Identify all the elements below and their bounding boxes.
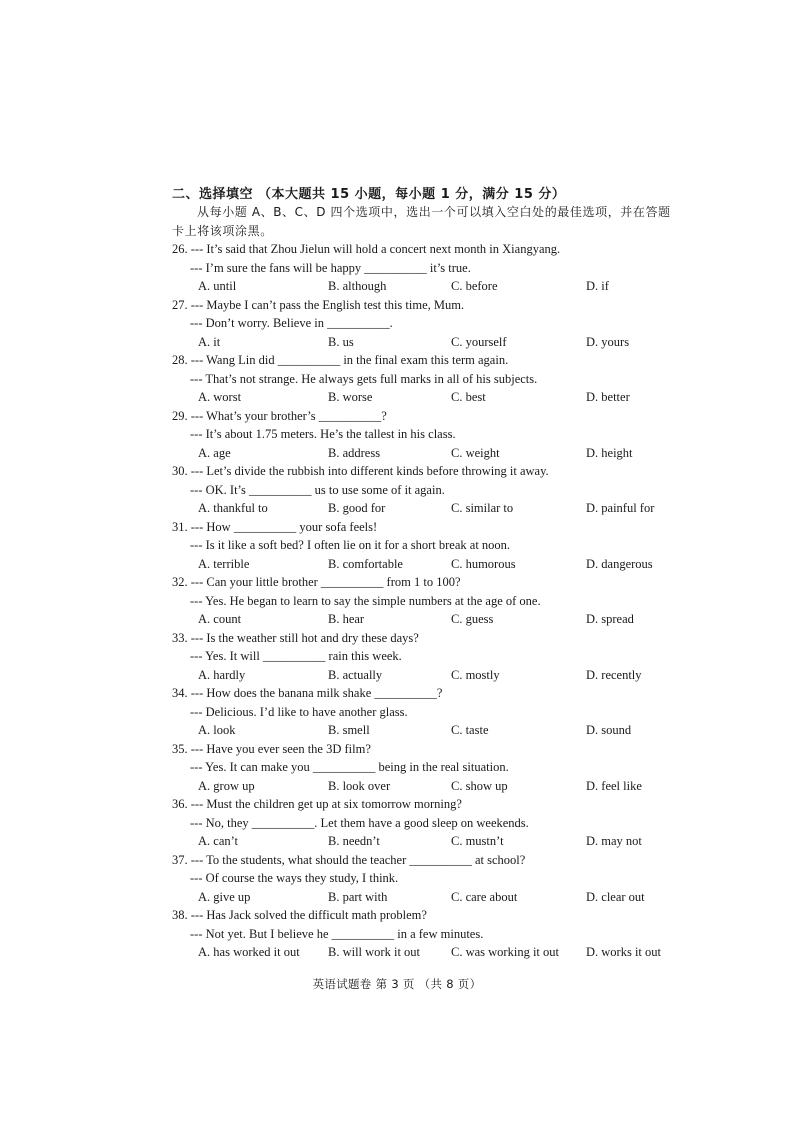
answer-option-d: D. height <box>586 445 633 460</box>
answer-option-b: B. although <box>328 279 387 293</box>
answer-option-b: B. good for <box>328 501 386 515</box>
question-prompt: 30. --- Let’s divide the rubbish into different kinds before throwing it away. <box>172 464 549 478</box>
answer-option-d: D. if <box>586 279 609 293</box>
question-prompt: 33. --- Is the weather still hot and dry these days? <box>172 630 419 645</box>
section-instructions <box>172 203 692 241</box>
question-prompt: 28. --- Wang Lin did __________ in the final exam this term again. <box>172 353 509 367</box>
instruction-line-1: 从每小题 A、B、C、D 四个选项中，选出一个可以填入空白处的最佳选项，并在答题 <box>197 205 671 219</box>
answer-option-c: C. best <box>451 390 486 404</box>
answer-option-b: B. hear <box>328 612 365 626</box>
question-prompt: 36. --- Must the children get up at six tomorrow morning? <box>172 797 462 811</box>
answer-option-d: D. yours <box>586 334 630 349</box>
question-response: --- Is it like a soft bed? I often lie on it for a short break at noon. <box>190 538 511 552</box>
question-prompt: 29. --- What’s your brother’s __________? <box>172 408 387 423</box>
answer-option-d: D. works it out <box>586 945 661 959</box>
answer-option-a: A. count <box>198 612 242 626</box>
answer-option-a: A. has worked it out <box>198 945 300 959</box>
answer-option-d: D. painful for <box>586 501 655 515</box>
answer-option-d: D. spread <box>586 612 634 626</box>
answer-option-d: D. sound <box>586 723 632 737</box>
answer-option-b: B. comfortable <box>328 556 403 571</box>
answer-option-b: B. look over <box>328 778 391 793</box>
answer-option-c: C. humorous <box>451 556 516 571</box>
answer-option-a: A. thankful to <box>198 501 268 515</box>
question-response: --- It’s about 1.75 meters. He’s the tallest in his class. <box>190 427 456 441</box>
answer-option-a: A. worst <box>198 390 242 404</box>
question-response: --- No, they __________. Let them have a good sleep on weekends. <box>190 815 529 830</box>
section-title: 二、选择填空 （本大题共 15 小题，每小题 1 分，满分 15 分） <box>172 187 566 202</box>
answer-option-a: A. look <box>198 723 236 737</box>
answer-option-c: C. yourself <box>451 334 507 349</box>
question-prompt: 34. --- How does the banana milk shake __________? <box>172 686 443 700</box>
question-response: --- Of course the ways they study, I think. <box>190 871 399 885</box>
answer-option-c: C. weight <box>451 445 500 460</box>
answer-option-c: C. similar to <box>451 501 514 515</box>
answer-option-b: B. part with <box>328 889 388 904</box>
question-response: --- OK. It’s __________ us to use some of it again. <box>190 482 445 497</box>
question-prompt: 35. --- Have you ever seen the 3D film? <box>172 741 371 756</box>
answer-option-d: D. may not <box>586 834 642 848</box>
answer-option-a: A. grow up <box>198 778 255 793</box>
answer-option-c: C. mustn’t <box>451 834 504 848</box>
answer-option-c: C. guess <box>451 612 494 626</box>
answer-option-a: A. give up <box>198 889 251 904</box>
answer-option-c: C. before <box>451 279 498 293</box>
answer-option-d: D. dangerous <box>586 556 653 571</box>
question-response: --- That’s not strange. He always gets full marks in all of his subjects. <box>190 371 538 386</box>
answer-option-b: B. needn’t <box>328 834 380 848</box>
answer-option-a: A. can’t <box>198 834 239 848</box>
answer-option-d: D. feel like <box>586 778 642 793</box>
answer-option-b: B. will work it out <box>328 945 421 959</box>
answer-option-d: D. recently <box>586 667 642 682</box>
answer-option-b: B. us <box>328 334 354 349</box>
answer-option-c: C. taste <box>451 723 489 737</box>
answer-option-c: C. care about <box>451 889 518 904</box>
question-prompt: 31. --- How __________ your sofa feels! <box>172 519 378 534</box>
question-response: --- Not yet. But I believe he __________ in a few minutes. <box>190 926 484 941</box>
question-response: --- Yes. It will __________ rain this week. <box>190 649 402 663</box>
question-response: --- Yes. He began to learn to say the simple numbers at the age of one. <box>190 593 541 608</box>
answer-option-a: A. terrible <box>198 556 250 571</box>
answer-option-b: B. address <box>328 445 381 460</box>
answer-option-a: A. age <box>198 445 231 460</box>
answer-option-d: D. better <box>586 390 630 404</box>
page-footer: 英语试题卷 第 3 页 （共 8 页） <box>312 977 482 991</box>
answer-option-c: C. mostly <box>451 667 500 682</box>
question-response: --- Yes. It can make you __________ being in the real situation. <box>190 760 509 774</box>
instruction-line-2: 卡上将该项涂黑。 <box>172 224 273 238</box>
question-prompt: 38. --- Has Jack solved the difficult math problem? <box>172 908 427 922</box>
question-prompt: 26. --- It’s said that Zhou Jielun will hold a concert next month in Xiangyang. <box>172 242 561 256</box>
answer-option-b: B. actually <box>328 667 383 682</box>
answer-option-c: C. show up <box>451 778 508 793</box>
question-prompt: 37. --- To the students, what should the teacher __________ at school? <box>172 852 526 867</box>
question-response: --- I’m sure the fans will be happy __________ it’s true. <box>190 260 471 275</box>
answer-option-a: A. hardly <box>198 667 246 682</box>
question-response: --- Don’t worry. Believe in __________. <box>190 316 393 330</box>
question-prompt: 27. --- Maybe I can’t pass the English test this time, Mum. <box>172 297 465 312</box>
answer-option-d: D. clear out <box>586 889 645 904</box>
question-response: --- Delicious. I’d like to have another glass. <box>190 704 408 719</box>
answer-option-c: C. was working it out <box>451 945 559 959</box>
answer-option-b: B. worse <box>328 390 373 404</box>
question-prompt: 32. --- Can your little brother __________ from 1 to 100? <box>172 575 461 589</box>
answer-option-a: A. until <box>198 279 237 293</box>
answer-option-b: B. smell <box>328 723 370 737</box>
answer-option-a: A. it <box>198 334 221 349</box>
